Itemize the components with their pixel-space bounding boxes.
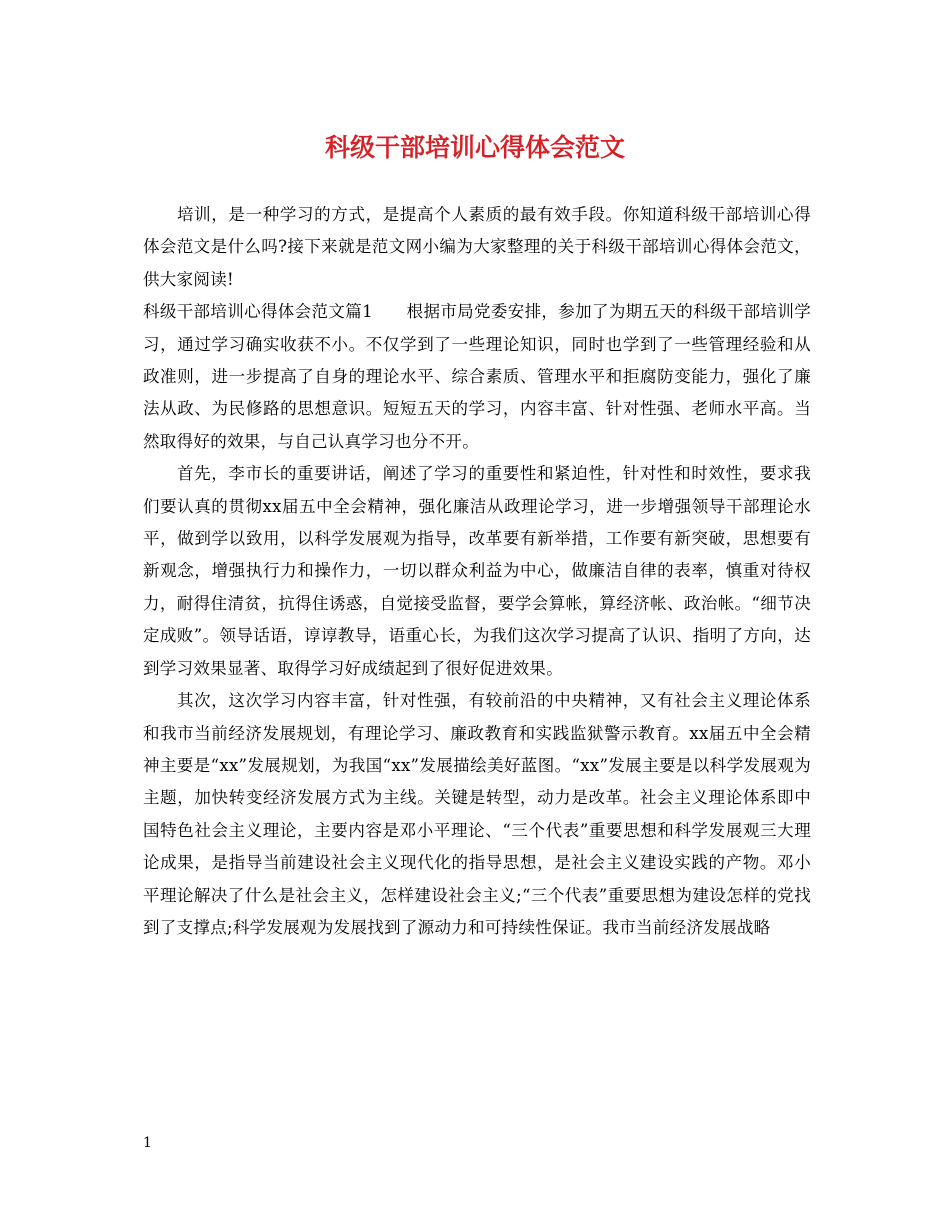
paragraph-second-point: 其次，这次学习内容丰富，针对性强，有较前沿的中央精神，又有社会主义理论体系和我市当前经济发展规划，有理论学习、廉政教育和实践监狱警示教育。xx届五中全会精神主要是“xx”发展规划，为我国“xx”发展描绘美好蓝图。“xx”发展主要是以科学发展观为主题，加快转变经济发展方式为主线。关键是转型，动力是改革。社会主义理论体系即中国特色社会主义理论，主要内容是邓小平理论、“三个代表”重要思想和科学发展观三大理论成果，是指导当前建设社会主义现代化的指导思想，是社会主义建设实践的产物。邓小平理论解决了什么是社会主义，怎样建设社会主义;“三个代表”重要思想为建设怎样的党找到了支撑点;科学发展观为发展找到了源动力和可持续性保证。我市当前经济发展战略: [143, 691, 811, 937]
document-body: [143, 199, 811, 944]
paragraph-article-1: 科级干部培训心得体会范文篇1 根据市局党委安排，参加了为期五天的科级干部培训学习，通过学习确实收获不小。不仅学到了一些理论知识，同时也学到了一些管理经验和从政准则，进一步提高了自身的理论水平、综合素质、管理水平和拒腐防变能力，强化了廉法从政、为民修路的思想意识。短短五天的学习，内容丰富、针对性强、老师水平高。当然取得好的效果，与自己认真学习也分不开。: [143, 302, 811, 451]
page-number: 1: [143, 1135, 152, 1151]
paragraph-intro: 培训，是一种学习的方式，是提高个人素质的最有效手段。你知道科级干部培训心得体会范文是什么吗?接下来就是范文网小编为大家整理的关于科级干部培训心得体会范文，供大家阅读!: [143, 205, 811, 289]
document-title: 科级干部培训心得体会范文: [324, 133, 625, 162]
paragraph-first-point: 首先，李市长的重要讲话，阐述了学习的重要性和紧迫性，针对性和时效性，要求我们要认真的贯彻xx届五中全会精神，强化廉洁从政理论学习，进一步增强领导干部理论水平，做到学以致用，以科学发展观为指导，改革要有新举措，工作要有新突破，思想要有新观念，增强执行力和操作力，一切以群众利益为中心，做廉洁自律的表率，慎重对待权力，耐得住清贫，抗得住诱惑，自觉接受监督，要学会算帐，算经济帐、政治帐。“细节决定成败”。领导话语，谆谆教导，语重心长，为我们这次学习提高了认识、指明了方向，达到学习效果显著、取得学习好成绩起到了很好促进效果。: [143, 464, 811, 678]
